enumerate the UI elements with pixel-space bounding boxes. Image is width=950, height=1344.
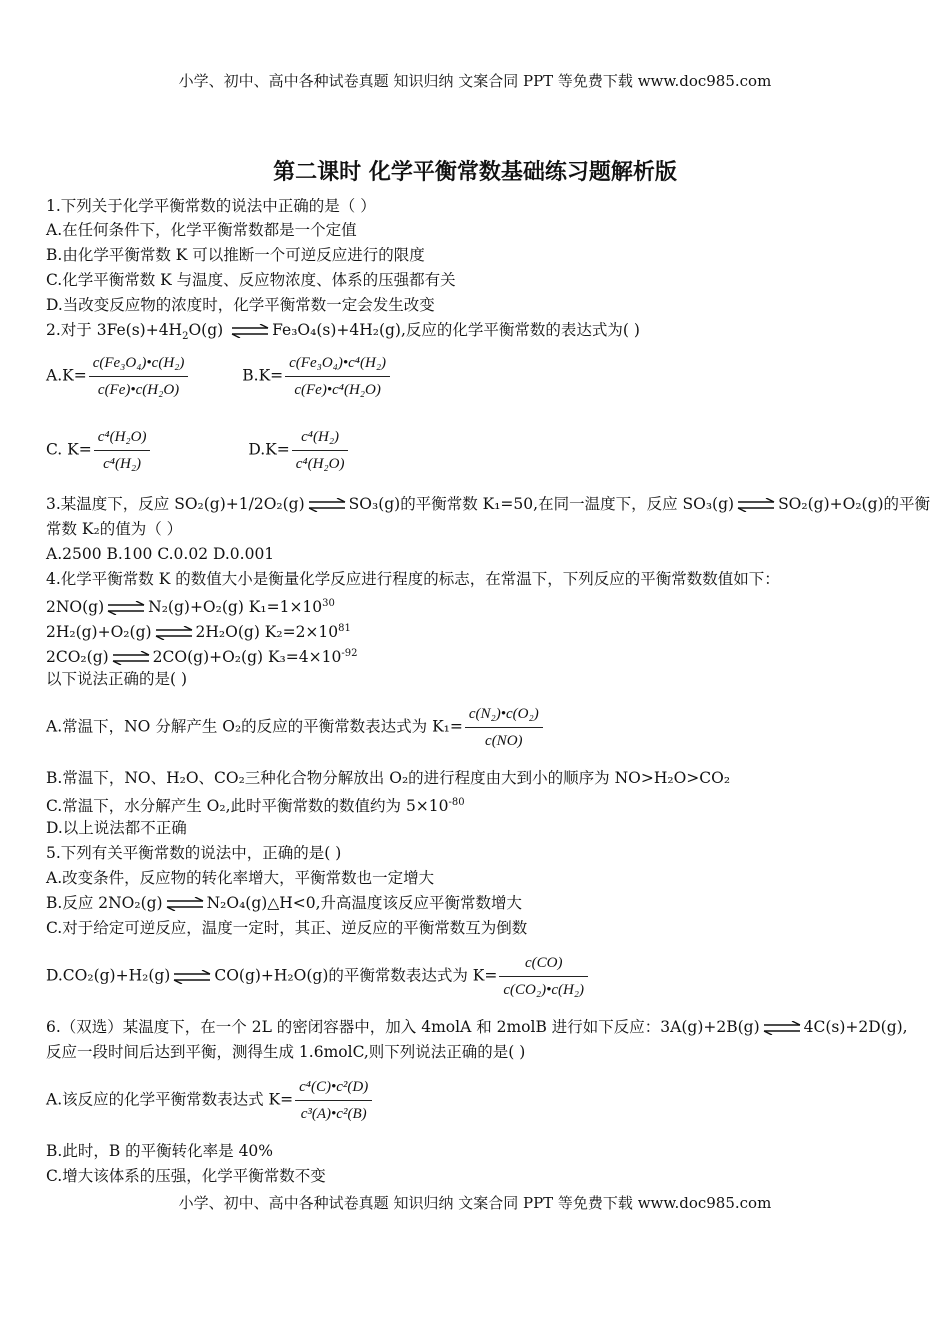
q4-r2-right: 2H₂O(g) K₂=2×10 xyxy=(195,623,339,642)
q4-option-b: B.常温下，NO、H₂O、CO₂三种化合物分解放出 O₂的进行程度由大到小的顺序为 NO>H₂O>CO₂ xyxy=(46,769,731,787)
q3-line1-b: SO₃(g)的平衡常数 K₁=50,在同一温度下，反应 SO₃(g) xyxy=(348,495,735,513)
q4-r3-left: 2CO₂(g) xyxy=(46,648,109,667)
q4-option-d: D.以上说法都不正确 xyxy=(46,819,187,837)
equilibrium-arrow-icon xyxy=(165,897,205,911)
q2-a-label: A.K= xyxy=(46,366,87,385)
equilibrium-arrow-icon xyxy=(106,601,146,615)
q2-stem-pre: 2.对于 3Fe(s)+4H xyxy=(46,321,183,339)
q2-product: Fe₃O₄(s)+4H₂(g) xyxy=(272,321,401,339)
page-footer: 小学、初中、高中各种试卷真题 知识归纳 文案合同 PPT 等免费下载 www.doc985.com xyxy=(178,1194,772,1212)
q6-line1-b: 4C(s)+2D(g), xyxy=(803,1018,908,1036)
q2-c-denominator: c⁴(H₂) xyxy=(103,456,142,472)
q4-reaction-3 xyxy=(46,643,357,668)
q5-d-pre: D.CO₂(g)+H₂(g) xyxy=(46,966,171,985)
q6-a-fraction xyxy=(295,1076,372,1125)
q2-a-denominator: c(Fe)•c(H₂O) xyxy=(97,382,180,398)
q2-a-numerator: c(Fe₃O₄)•c(H₂) xyxy=(89,352,189,377)
q4-a-fraction xyxy=(465,703,543,752)
q4-reaction-1 xyxy=(46,593,335,618)
q2-options-ab xyxy=(46,352,390,401)
q4-r1-exponent: 30 xyxy=(322,598,335,609)
q1-option-a: A.在任何条件下，化学平衡常数都是一个定值 xyxy=(46,221,357,239)
q2-options-cd xyxy=(46,426,348,475)
q5-b-pre: B.反应 2NO₂(g) xyxy=(46,894,163,912)
q6-option-a xyxy=(46,1076,372,1125)
q1-stem: 1.下列关于化学平衡常数的说法中正确的是（ ） xyxy=(46,197,376,215)
q1-option-c: C.化学平衡常数 K 与温度、反应物浓度、体系的压强都有关 xyxy=(46,271,456,289)
q2-stem: 2.对于 $3Fe(s)+4H_2O(g)$ Fe₃O₄(s)+4H₂(g),反应的化学平衡常数的表达式为( ) xyxy=(46,321,640,343)
q4-ask: 以下说法正确的是( ) xyxy=(46,670,188,688)
q2-b-label: B.K= xyxy=(242,366,284,385)
q1-option-d: D.当改变反应物的浓度时，化学平衡常数一定会发生改变 xyxy=(46,296,435,314)
q6-option-c: C.增大该体系的压强，化学平衡常数不变 xyxy=(46,1167,326,1185)
q6-stem-line1 xyxy=(46,1016,908,1038)
page-title: 第二课时 化学平衡常数基础练习题解析版 xyxy=(273,160,677,185)
q2-c-label: C. K= xyxy=(46,440,92,459)
q5-option-a: A.改变条件，反应物的转化率增大，平衡常数也一定增大 xyxy=(46,869,435,887)
q1-option-b: B.由化学平衡常数 K 可以推断一个可逆反应进行的限度 xyxy=(46,246,425,264)
equilibrium-arrow-icon xyxy=(230,324,270,338)
equilibrium-arrow-icon xyxy=(762,1021,802,1035)
equilibrium-arrow-icon xyxy=(172,970,212,984)
q3-stem-line1 xyxy=(46,493,930,515)
q5-d-fraction xyxy=(499,952,588,1001)
q4-c-exponent: -80 xyxy=(448,797,465,808)
q2-d-numerator: c⁴(H₂) xyxy=(292,426,349,451)
q2-b-fraction xyxy=(285,352,390,401)
q4-option-a xyxy=(46,703,543,752)
q2-b-numerator: c(Fe₃O₄)•c⁴(H₂) xyxy=(285,352,390,377)
q2-a-fraction xyxy=(89,352,189,401)
equilibrium-arrow-icon xyxy=(111,651,151,665)
q4-r1-left: 2NO(g) xyxy=(46,598,105,617)
q2-stem-post: ,反应的化学平衡常数的表达式为( ) xyxy=(400,321,640,339)
q6-stem-line2: 反应一段时间后达到平衡，测得生成 1.6molC,则下列说法正确的是( ) xyxy=(46,1043,526,1061)
q2-stem-mid: O(g) xyxy=(188,321,224,339)
q4-a-numerator: c(N₂)•c(O₂) xyxy=(465,703,543,728)
q4-r1-right: N₂(g)+O₂(g) K₁=1×10 xyxy=(148,598,323,617)
q3-line1-a: 3.某温度下，反应 SO₂(g)+1/2O₂(g) xyxy=(46,495,305,513)
q4-a-text: A.常温下，NO 分解产生 O₂的反应的平衡常数表达式为 K₁= xyxy=(46,717,463,736)
q4-r3-exponent: -92 xyxy=(341,648,358,659)
equilibrium-arrow-icon xyxy=(154,626,194,640)
q3-options: A.2500 B.100 C.0.02 D.0.001 xyxy=(46,545,275,563)
q4-r3-right: 2CO(g)+O₂(g) K₃=4×10 xyxy=(152,648,342,667)
q4-c-text: C.常温下，水分解产生 O₂,此时平衡常数的数值约为 5×10 xyxy=(46,797,449,816)
q6-a-numerator: c⁴(C)•c²(D) xyxy=(295,1076,372,1101)
q2-c-numerator: c⁴(H₂O) xyxy=(94,426,151,451)
q5-d-post: CO(g)+H₂O(g)的平衡常数表达式为 K= xyxy=(214,966,498,985)
q4-reaction-2 xyxy=(46,618,351,643)
page-header: 小学、初中、高中各种试卷真题 知识归纳 文案合同 PPT 等免费下载 www.doc985.com xyxy=(178,72,772,90)
q6-line1-a: 6.（双选）某温度下，在一个 2L 的密闭容器中，加入 4molA 和 2molB 进行如下反应：3A(g)+2B(g) xyxy=(46,1018,760,1036)
q2-d-denominator: c⁴(H₂O) xyxy=(295,456,345,472)
equilibrium-arrow-icon xyxy=(736,498,776,512)
q6-a-text: A.该反应的化学平衡常数表达式 K= xyxy=(46,1090,294,1109)
q6-a-denominator: c³(A)•c²(B) xyxy=(300,1106,367,1122)
equilibrium-arrow-icon xyxy=(307,498,347,512)
q5-option-d xyxy=(46,952,588,1001)
q5-b-post: N₂O₄(g)△H<0,升高温度该反应平衡常数增大 xyxy=(206,894,523,912)
q5-option-b xyxy=(46,892,522,914)
q4-r2-left: 2H₂(g)+O₂(g) xyxy=(46,623,152,642)
q6-option-b: B.此时，B 的平衡转化率是 40% xyxy=(46,1142,274,1160)
q2-d-label: D.K= xyxy=(248,440,290,459)
q3-line1-c: SO₂(g)+O₂(g)的平衡 xyxy=(778,495,931,513)
q5-d-numerator: c(CO) xyxy=(499,952,588,977)
q4-r2-exponent: 81 xyxy=(338,623,351,634)
q5-d-denominator: c(CO₂)•c(H₂) xyxy=(503,982,585,998)
q5-option-c: C.对于给定可逆反应，温度一定时，其正、逆反应的平衡常数互为倒数 xyxy=(46,919,528,937)
q2-b-denominator: c(Fe)•c⁴(H₂O) xyxy=(294,382,381,398)
q2-c-fraction xyxy=(94,426,151,475)
q4-a-denominator: c(NO) xyxy=(485,733,523,749)
q5-stem: 5.下列有关平衡常数的说法中，正确的是( ) xyxy=(46,844,342,862)
q3-stem-line2: 常数 K₂的值为（ ） xyxy=(46,520,183,538)
q4-stem: 4.化学平衡常数 K 的数值大小是衡量化学反应进行程度的标志，在常温下，下列反应的平衡常数数值如下： xyxy=(46,570,780,588)
q2-d-fraction xyxy=(292,426,349,475)
q4-option-c xyxy=(46,792,465,817)
